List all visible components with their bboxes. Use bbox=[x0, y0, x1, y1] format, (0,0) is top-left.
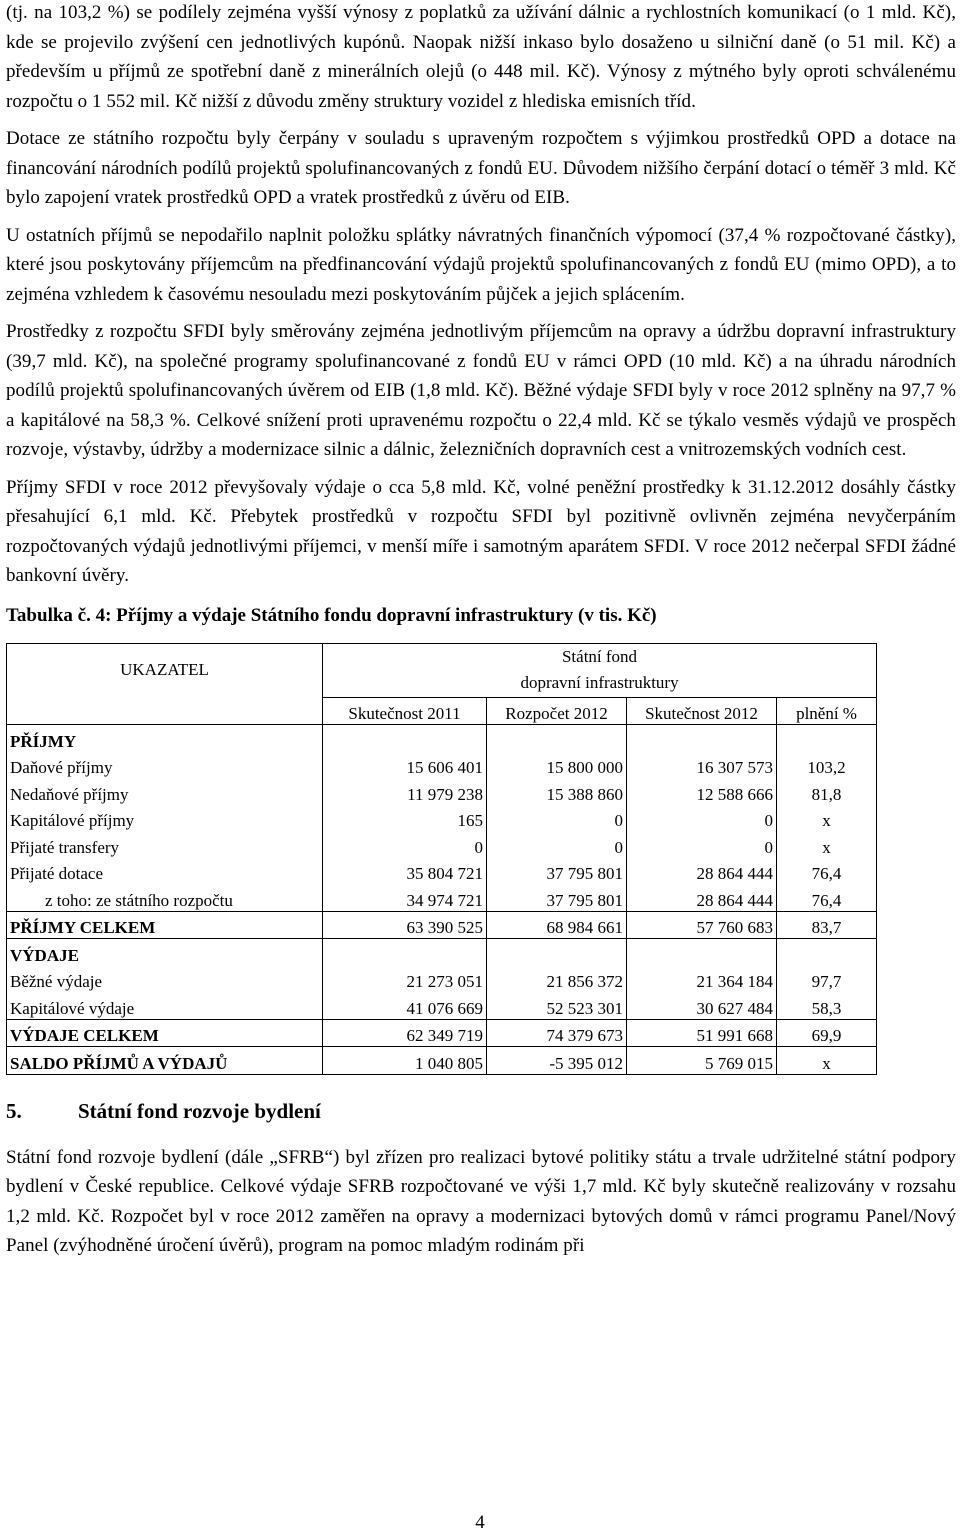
row-label: VÝDAJE bbox=[7, 939, 323, 966]
cell-value: 37 795 801 bbox=[487, 858, 627, 885]
cell-value: 63 390 525 bbox=[323, 911, 487, 939]
row-label: SALDO PŘÍJMŮ A VÝDAJŮ bbox=[7, 1047, 323, 1075]
cell-value: 0 bbox=[487, 805, 627, 832]
cell-value: 15 388 860 bbox=[487, 778, 627, 805]
cell-value: 97,7 bbox=[777, 966, 877, 993]
table-row bbox=[7, 884, 877, 911]
row-label: Nedaňové příjmy bbox=[7, 778, 323, 805]
cell-value: x bbox=[777, 1047, 877, 1075]
cell-value: 69,9 bbox=[777, 1019, 877, 1047]
cell-value: 5 769 015 bbox=[627, 1047, 777, 1075]
cell-value: 0 bbox=[627, 805, 777, 832]
table-row bbox=[7, 966, 877, 993]
row-label: PŘÍJMY CELKEM bbox=[7, 911, 323, 939]
cell-value: 11 979 238 bbox=[323, 778, 487, 805]
section-title: Státní fond rozvoje bydlení bbox=[78, 1098, 321, 1123]
table-row bbox=[7, 1019, 877, 1047]
header-fund-line2: dopravní infrastruktury bbox=[323, 670, 877, 697]
cell-value: 83,7 bbox=[777, 911, 877, 939]
cell-value: 58,3 bbox=[777, 992, 877, 1019]
cell-value: 21 364 184 bbox=[627, 966, 777, 993]
cell-value: 16 307 573 bbox=[627, 752, 777, 779]
table-row bbox=[7, 725, 877, 752]
cell-value: 15 606 401 bbox=[323, 752, 487, 779]
table-row bbox=[7, 1047, 877, 1075]
cell-value: 35 804 721 bbox=[323, 858, 487, 885]
cell-value: 37 795 801 bbox=[487, 884, 627, 911]
cell-value: 28 864 444 bbox=[627, 858, 777, 885]
cell-value: 21 856 372 bbox=[487, 966, 627, 993]
paragraph-3: U ostatních příjmů se nepodařilo naplnit položku splátky návratných finančních výpomocí (37,4 % rozpočtované částky), které jsou poskytovány příjemcům na předfinancování výdajů projektů spolufinancovaných z fondů EU (mimo OPD), a to zejména vzhledem k časovému nesouladu mezi poskytováním půjček a jejich splácením. bbox=[6, 224, 956, 305]
document-page bbox=[6, 0, 956, 1269]
paragraph-1: (tj. na 103,2 %) se podílely zejména vyšší výnosy z poplatků za užívání dálnic a rychlostních komunikací (o 1 mld. Kč), kde se projevilo zvýšení cen jednotlivých kupónů. Naopak nižší inkaso bylo dosaženo u silniční daně (o 51 mil. Kč) a především u příjmů ze spotřební daně z minerálních olejů (o 448 mil. Kč). Výnosy z mýtného byly oproti schválenému rozpočtu o 1 552 mil. Kč nižší z důvodu změny struktury vozidel z hlediska emisních tříd. bbox=[6, 2, 956, 112]
row-label: VÝDAJE CELKEM bbox=[7, 1019, 323, 1047]
cell-value: x bbox=[777, 831, 877, 858]
cell-value: 57 760 683 bbox=[627, 911, 777, 939]
row-label: Kapitálové výdaje bbox=[7, 992, 323, 1019]
table-caption: Tabulka č. 4: Příjmy a výdaje Státního fondu dopravní infrastruktury (v tis. Kč) bbox=[6, 604, 657, 626]
cell-value bbox=[777, 939, 877, 966]
paragraph-6: Státní fond rozvoje bydlení (dále „SFRB“) byl zřízen pro realizaci bytové politiky státu a trvale udržitelné státní podpory bydlení v České republice. Celkové výdaje SFRB rozpočtované ve výši 1,7 mld. Kč byly skutečně realizovány v rozsahu 1,2 mld. Kč. Rozpočet byl v roce 2012 zaměřen na opravy a modernizaci bytových domů v rámci programu Panel/Nový Panel (zvýhodněné úročení úvěrů), program na pomoc mladým rodinám při bbox=[6, 1146, 956, 1256]
table-row bbox=[7, 939, 877, 966]
row-label: Přijaté dotace bbox=[7, 858, 323, 885]
page-number: 4 bbox=[475, 1512, 485, 1533]
column-header: Skutečnost 2012 bbox=[627, 697, 777, 725]
row-label: z toho: ze státního rozpočtu bbox=[7, 884, 323, 911]
cell-value bbox=[627, 939, 777, 966]
cell-value bbox=[777, 725, 877, 752]
cell-value: 41 076 669 bbox=[323, 992, 487, 1019]
cell-value: x bbox=[777, 805, 877, 832]
cell-value: 103,2 bbox=[777, 752, 877, 779]
column-header: Skutečnost 2011 bbox=[323, 697, 487, 725]
cell-value: 0 bbox=[323, 831, 487, 858]
cell-value: 21 273 051 bbox=[323, 966, 487, 993]
cell-value bbox=[487, 939, 627, 966]
cell-value bbox=[487, 725, 627, 752]
sfdi-income-expense-table bbox=[6, 643, 877, 1075]
table-row bbox=[7, 778, 877, 805]
table-row bbox=[7, 805, 877, 832]
cell-value: 62 349 719 bbox=[323, 1019, 487, 1047]
section-heading bbox=[6, 1097, 956, 1125]
table-row bbox=[7, 831, 877, 858]
cell-value: 0 bbox=[627, 831, 777, 858]
row-label: Přijaté transfery bbox=[7, 831, 323, 858]
header-empty bbox=[7, 697, 323, 725]
cell-value: 76,4 bbox=[777, 858, 877, 885]
paragraph-2: Dotace ze státního rozpočtu byly čerpány v souladu s upraveným rozpočtem s výjimkou prostředků OPD a dotace na financování národních podílů projektů spolufinancovaných z fondů EU. Důvodem nižšího čerpání dotací o téměř 3 mld. Kč bylo zapojení vratek prostředků OPD a vratek prostředků z úvěru od EIB. bbox=[6, 128, 956, 208]
table-row bbox=[7, 992, 877, 1019]
row-label: Kapitálové příjmy bbox=[7, 805, 323, 832]
cell-value: 51 991 668 bbox=[627, 1019, 777, 1047]
cell-value: 81,8 bbox=[777, 778, 877, 805]
cell-value: 68 984 661 bbox=[487, 911, 627, 939]
column-header: Rozpočet 2012 bbox=[487, 697, 627, 725]
section-number: 5. bbox=[6, 1098, 22, 1123]
cell-value: 15 800 000 bbox=[487, 752, 627, 779]
header-fund-line1: Státní fond bbox=[323, 643, 877, 670]
cell-value: 165 bbox=[323, 805, 487, 832]
cell-value bbox=[323, 939, 487, 966]
cell-value: 0 bbox=[487, 831, 627, 858]
paragraph-4: Prostředky z rozpočtu SFDI byly směrovány zejména jednotlivým příjemcům na opravy a údržbu dopravní infrastruktury (39,7 mld. Kč), na společné programy spolufinancované z fondů EU v rámci OPD (10 mld. Kč) a na úhradu národních podílů projektů spolufinancovaných úvěrem od EIB (1,8 mld. Kč). Běžné výdaje SFDI byly v roce 2012 splněny na 97,7 % a kapitálové na 58,3 %. Celkové snížení proti upravenému rozpočtu o 22,4 mld. Kč se týkalo vesměs výdajů ve prospěch rozvoje, výstavby, údržby a modernizace silnic a dálnic, železničních dopravních cest a vnitrozemských vodních cest. bbox=[6, 321, 956, 460]
row-label: Daňové příjmy bbox=[7, 752, 323, 779]
column-header: plnění % bbox=[777, 697, 877, 725]
cell-value: 52 523 301 bbox=[487, 992, 627, 1019]
cell-value bbox=[627, 725, 777, 752]
table-row bbox=[7, 911, 877, 939]
cell-value: -5 395 012 bbox=[487, 1047, 627, 1075]
cell-value: 34 974 721 bbox=[323, 884, 487, 911]
cell-value: 76,4 bbox=[777, 884, 877, 911]
row-label: PŘÍJMY bbox=[7, 725, 323, 752]
cell-value: 28 864 444 bbox=[627, 884, 777, 911]
cell-value: 74 379 673 bbox=[487, 1019, 627, 1047]
cell-value: 12 588 666 bbox=[627, 778, 777, 805]
paragraph-5: Příjmy SFDI v roce 2012 převyšovaly výdaje o cca 5,8 mld. Kč, volné peněžní prostředky k 31.12.2012 dosáhly částky přesahující 6,1 mld. Kč. Přebytek prostředků v rozpočtu SFDI byl pozitivně ovlivněn zejména nevyčerpáním rozpočtovaných výdajů jednotlivými příjemci, v menší míře i samotným aparátem SFDI. V roce 2012 nečerpal SFDI žádné bankovní úvěry. bbox=[6, 476, 956, 586]
cell-value: 1 040 805 bbox=[323, 1047, 487, 1075]
table-row bbox=[7, 858, 877, 885]
header-indicator: UKAZATEL bbox=[7, 643, 323, 697]
cell-value bbox=[323, 725, 487, 752]
table-row bbox=[7, 752, 877, 779]
row-label: Běžné výdaje bbox=[7, 966, 323, 993]
cell-value: 30 627 484 bbox=[627, 992, 777, 1019]
